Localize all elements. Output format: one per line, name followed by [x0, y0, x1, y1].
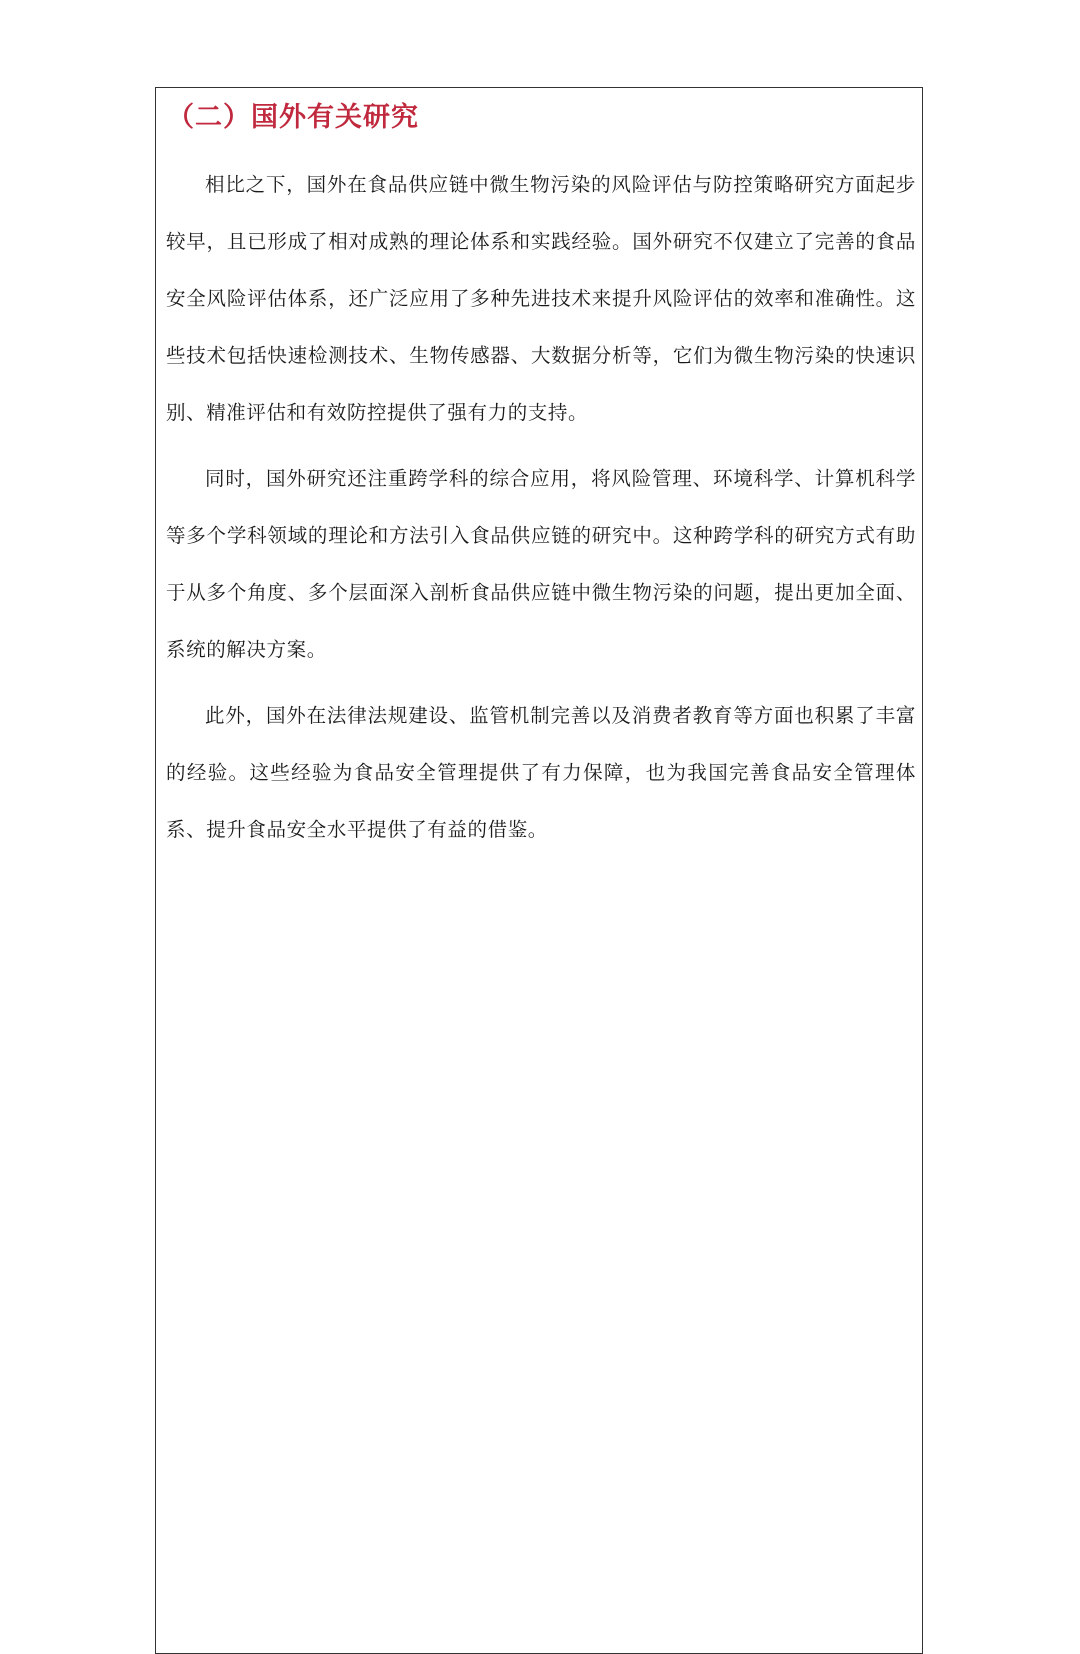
- document-page: [155, 87, 923, 1654]
- body-text: [166, 156, 916, 867]
- paragraph-3: 此外，国外在法律法规建设、监管机制完善以及消费者教育等方面也积累了丰富的经验。这些经验为食品安全管理提供了有力保障，也为我国完善食品安全管理体系、提升食品安全水平提供了有益的借鉴。: [166, 704, 916, 841]
- paragraph-1: 相比之下，国外在食品供应链中微生物污染的风险评估与防控策略研究方面起步较早，且已形成了相对成熟的理论体系和实践经验。国外研究不仅建立了完善的食品安全风险评估体系，还广泛应用了多种先进技术来提升风险评估的效率和准确性。这些技术包括快速检测技术、生物传感器、大数据分析等，它们为微生物污染的快速识别、精准评估和有效防控提供了强有力的支持。: [166, 173, 916, 424]
- paragraph-2: 同时，国外研究还注重跨学科的综合应用，将风险管理、环境科学、计算机科学等多个学科领域的理论和方法引入食品供应链的研究中。这种跨学科的研究方式有助于从多个角度、多个层面深入剖析食品供应链中微生物污染的问题，提出更加全面、系统的解决方案。: [166, 467, 916, 661]
- section-heading: （二）国外有关研究: [167, 102, 419, 133]
